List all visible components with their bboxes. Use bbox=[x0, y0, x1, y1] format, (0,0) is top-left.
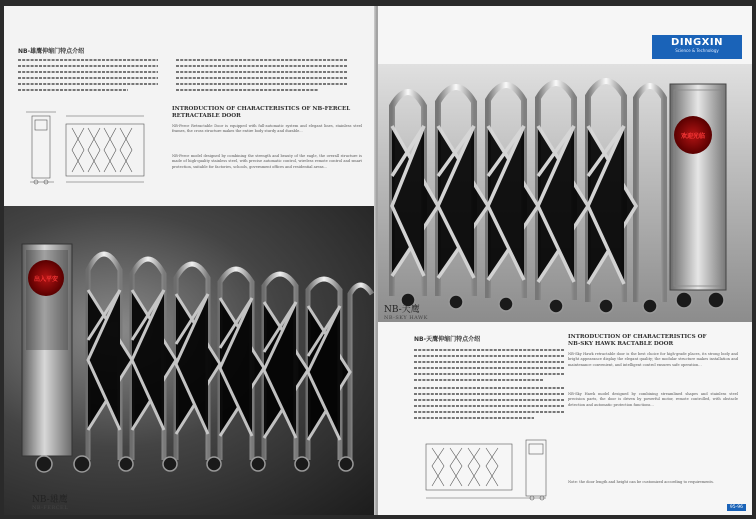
page-number: 95-96 bbox=[727, 504, 746, 511]
right-led-display bbox=[674, 116, 712, 154]
left-intro-paragraph-2: NB-Ferce model designed by combining the strength and beauty of the eagle, the overall structure is made of high-quality stainless steel, with precise automatic control, wireless remote control and smart protection, suitable for factories, schools, government offices and residential areas... bbox=[172, 154, 362, 169]
right-intro-paragraph-1: NB-Sky Hawk retractable door is the best choice for high-grade places, its strong body and bright appearance display the elegant quality; the modular structure makes installation and maintenance convenient, and intelligent control ensures safe operation... bbox=[568, 352, 738, 367]
left-cn-body-text bbox=[18, 58, 348, 94]
left-intro-title bbox=[172, 106, 362, 120]
brand-name: DINGXIN bbox=[671, 37, 723, 48]
right-model-en: NB-SKY HAWK bbox=[384, 315, 428, 321]
right-model-name: NB-天鹰 bbox=[384, 305, 420, 315]
left-model-label bbox=[32, 492, 68, 511]
right-intro-paragraph-2: NB-Sky Hawk model designed by combining streamlined shapes and stainless steel precision parts, the door is driven by powerful motor, remote controlled, with obstacle detection and automatic protection functions... bbox=[568, 392, 738, 407]
left-model-name: NB-雄鹰 bbox=[32, 495, 68, 505]
right-cn-body-text bbox=[414, 348, 564, 428]
nb-sky-hawk-gate-image bbox=[378, 66, 752, 316]
right-led-text: 欢迎光临 bbox=[680, 133, 705, 140]
left-intro-title-line1: INTRODUCTION OF CHARACTERISTICS OF NB-FERCEL bbox=[172, 106, 351, 112]
left-technical-drawing bbox=[26, 106, 150, 188]
right-model-label bbox=[384, 302, 428, 321]
left-led-display bbox=[28, 260, 64, 296]
right-technical-drawing bbox=[422, 436, 552, 506]
right-intro-title-line2: NB-SKY HAWK RACTABLE DOOR bbox=[568, 341, 674, 347]
left-led-text: 出入平安 bbox=[33, 276, 58, 283]
right-cn-title: NB-天鹰伸缩门特点介绍 bbox=[414, 336, 481, 343]
left-intro-paragraph-1: NB-Ferce Retractable Door is equipped with full-automatic system and elegant lines, stainless steel frames, the cross structure makes the entire body sturdy and durable... bbox=[172, 124, 362, 134]
right-note-paragraph: Note: the door length and height can be customized according to requirements. bbox=[568, 480, 714, 484]
right-page bbox=[378, 6, 752, 515]
left-top-cn-title: NB-雄鹰伸缩门特点介绍 bbox=[18, 48, 85, 55]
brand-tagline: Science & Technology bbox=[675, 48, 719, 53]
right-intro-title bbox=[568, 334, 736, 348]
left-model-en: NB-FERCEL bbox=[32, 505, 69, 511]
brand-logo bbox=[652, 35, 742, 59]
right-intro-title-line1: INTRODUCTION OF CHARACTERISTICS OF bbox=[568, 334, 707, 340]
left-page bbox=[4, 6, 376, 515]
left-intro-title-line2: RETRACTABLE DOOR bbox=[172, 113, 241, 119]
